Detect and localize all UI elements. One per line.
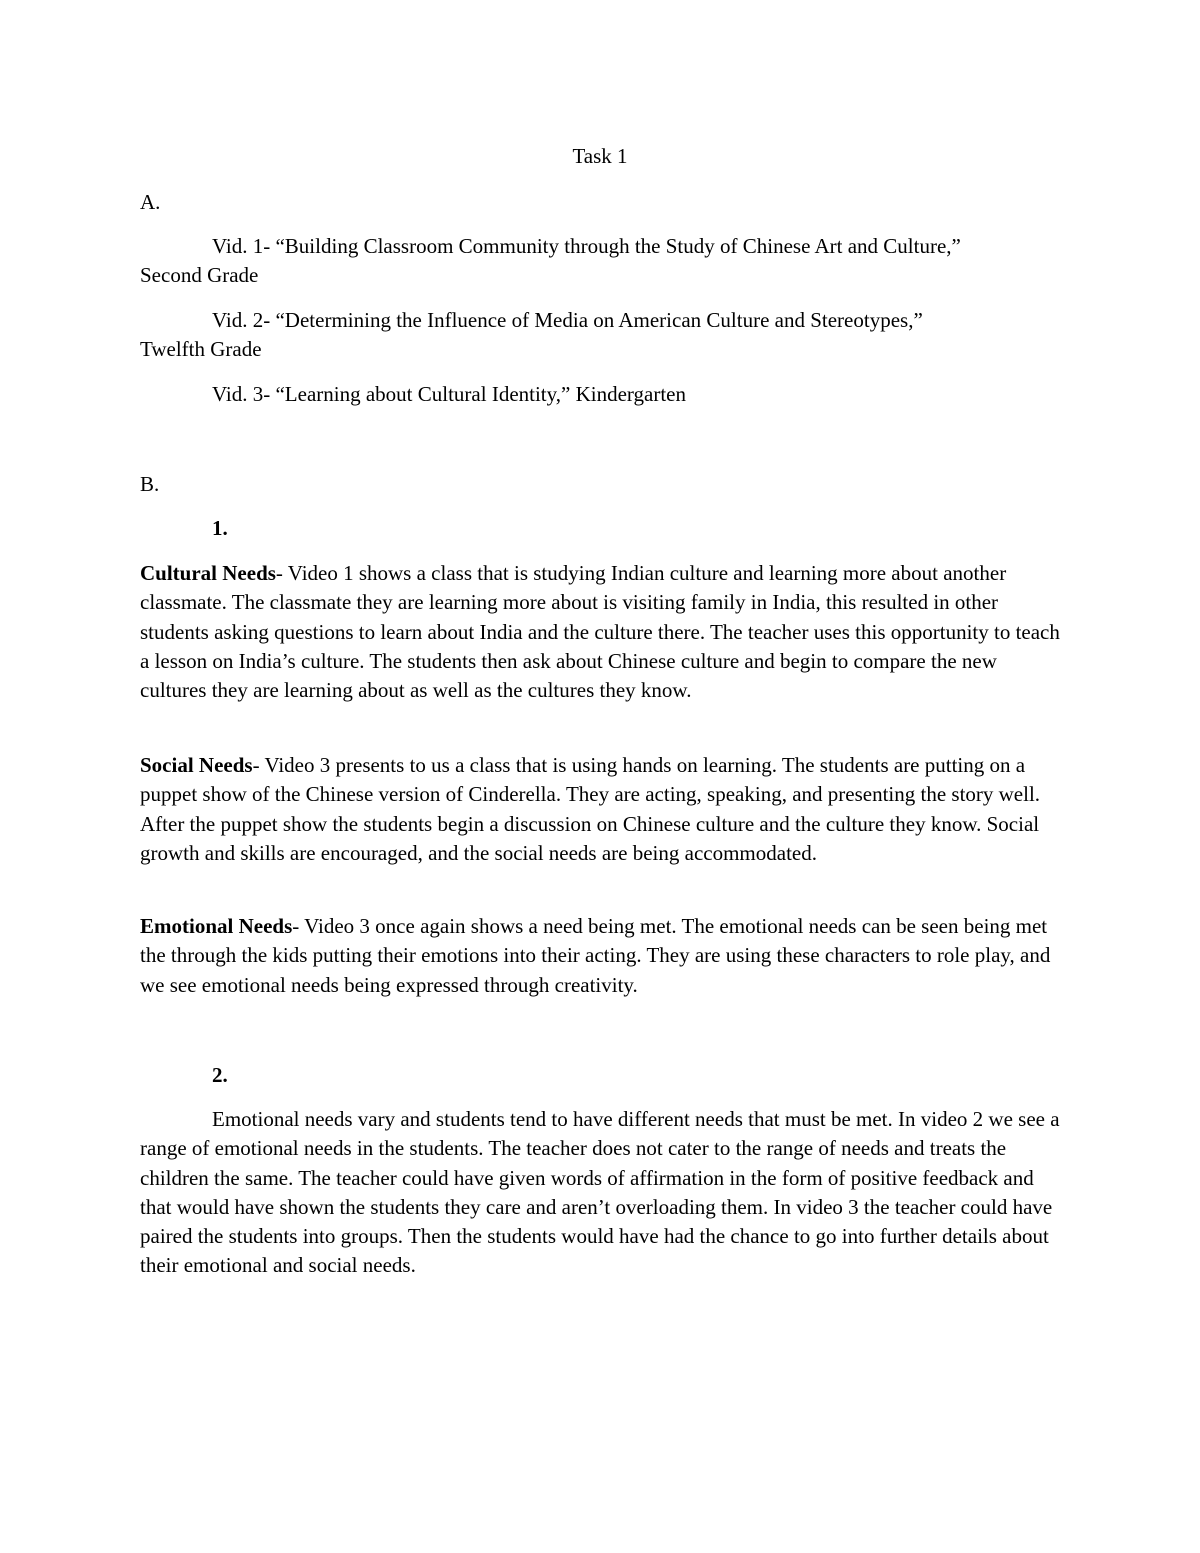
page-title: Task 1 [572, 144, 628, 168]
social-needs-heading: Social Needs [140, 753, 253, 777]
emotional-needs-text: - Video 3 once again shows a need being met. The emotional needs can be seen being met the through the kids putting their emotions into their acting. They are using these characters to role play, and we see emotional needs being expressed through creativity. [140, 914, 1051, 997]
video-1-grade: Second Grade [140, 263, 259, 287]
cultural-needs-heading: Cultural Needs [140, 561, 276, 585]
video-2-title: Vid. 2- “Determining the Influence of Media on American Culture and Stereotypes,” [212, 308, 923, 332]
section-b-label: B. [140, 472, 160, 496]
cultural-needs-text: - Video 1 shows a class that is studying Indian culture and learning more about another classmate. The classmate they are learning more about is visiting family in India, this resulted in other students asking questions to learn about India and the culture there. The teacher uses this opportunity to teach a lesson on India’s culture. The students then ask about Chinese culture and begin to compare the new cultures they are learning about as well as the cultures they know. [140, 561, 1060, 703]
social-needs-paragraph [140, 751, 1065, 868]
video-2-grade: Twelfth Grade [140, 337, 262, 361]
emotional-needs-paragraph [140, 912, 1065, 1000]
question-2-text: Emotional needs vary and students tend to have different needs that must be met. In video 2 we see a range of emotional needs in the students. The teacher does not cater to the range of needs and treats the children the same. The teacher could have given words of affirmation in the form of positive feedback and that would have shown the students they care and aren’t overloading them. In video 3 the teacher could have paired the students into groups. Then the students would have had the chance to go into further details about their emotional and social needs. [140, 1107, 1060, 1278]
question-2-number: 2. [212, 1063, 228, 1087]
question-1-number: 1. [212, 516, 228, 540]
video-1-title: Vid. 1- “Building Classroom Community through the Study of Chinese Art and Culture,” [212, 234, 961, 258]
cultural-needs-paragraph [140, 559, 1065, 705]
section-a-label: A. [140, 190, 161, 214]
video-3-title: Vid. 3- “Learning about Cultural Identity,” Kindergarten [212, 382, 687, 406]
emotional-needs-heading: Emotional Needs [140, 914, 293, 938]
question-2-paragraph [140, 1105, 1065, 1281]
social-needs-text: - Video 3 presents to us a class that is using hands on learning. The students are putting on a puppet show of the Chinese version of Cinderella. They are acting, speaking, and presenting the story well. After the puppet show the students begin a discussion on Chinese culture and the culture they know. Social growth and skills are encouraged, and the social needs are being accommodated. [140, 753, 1041, 865]
